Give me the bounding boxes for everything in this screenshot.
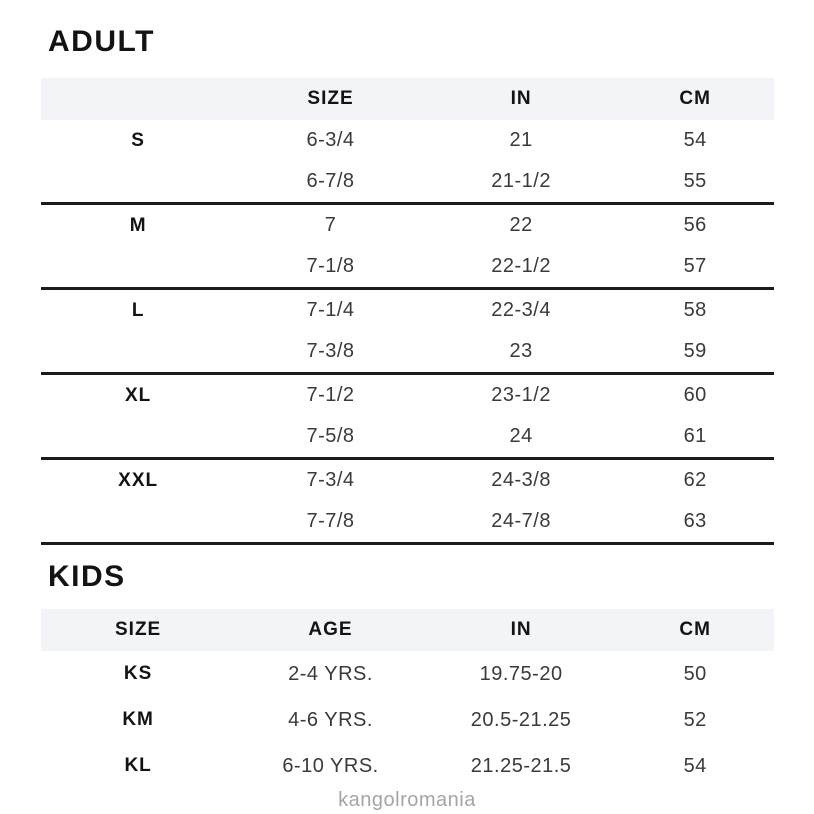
adult-table-header-row: [41, 78, 774, 120]
table-row: [41, 460, 774, 501]
adult-column-header-cm: CM: [679, 88, 711, 109]
size-label-cell: KL: [124, 755, 152, 776]
table-row: [41, 375, 774, 416]
cm-cell: 54: [683, 754, 707, 777]
table-row: [41, 205, 774, 246]
size-value-cell: 7-7/8: [306, 510, 355, 532]
inches-cell: 24-7/8: [491, 510, 551, 532]
inches-cell: 24: [509, 425, 533, 447]
age-cell: 4-6 YRS.: [288, 708, 373, 731]
size-value-cell: 7-1/8: [306, 255, 355, 277]
size-value-cell: 7-1/4: [306, 299, 355, 321]
inches-cell: 22-1/2: [491, 255, 551, 277]
size-label-cell: S: [131, 129, 145, 151]
inches-cell: 22: [509, 214, 533, 236]
table-row: [41, 331, 774, 375]
kids-column-header-in: IN: [510, 619, 532, 640]
adult-column-header-size: SIZE: [307, 88, 354, 109]
size-value-cell: 6-7/8: [306, 170, 355, 192]
table-row: [41, 161, 774, 205]
size-value-cell: 7-3/8: [306, 340, 355, 362]
cm-cell: 54: [683, 129, 707, 151]
kids-column-header-age: AGE: [308, 619, 353, 640]
table-row: [41, 743, 774, 789]
size-value-cell: 7-5/8: [306, 425, 355, 447]
adult-section-title: ADULT: [48, 25, 155, 58]
table-row: [41, 246, 774, 290]
cm-cell: 61: [683, 425, 707, 447]
size-value-cell: 6-3/4: [306, 129, 355, 151]
age-cell: 2-4 YRS.: [288, 662, 373, 685]
cm-cell: 63: [683, 510, 707, 532]
inches-cell: 23: [509, 340, 533, 362]
inches-cell: 21: [509, 129, 533, 151]
table-row: [41, 501, 774, 545]
cm-cell: 62: [683, 469, 707, 491]
size-value-cell: 7-3/4: [306, 469, 355, 491]
size-value-cell: 7-1/2: [306, 384, 355, 406]
cm-cell: 55: [683, 170, 707, 192]
inches-cell: 23-1/2: [491, 384, 551, 406]
size-label-cell: M: [129, 214, 147, 236]
kids-column-header-cm: CM: [679, 619, 711, 640]
kids-table-header-row: [41, 609, 774, 651]
kids-size-table: [41, 609, 774, 789]
inches-cell: 24-3/8: [491, 469, 551, 491]
inches-cell: 20.5-21.25: [470, 708, 572, 731]
cm-cell: 58: [683, 299, 707, 321]
size-label-cell: XXL: [118, 469, 159, 491]
inches-cell: 22-3/4: [491, 299, 551, 321]
table-row: [41, 416, 774, 460]
adult-size-table: [41, 78, 774, 545]
cm-cell: 50: [683, 662, 707, 685]
cm-cell: 57: [683, 255, 707, 277]
cm-cell: 60: [683, 384, 707, 406]
cm-cell: 52: [683, 708, 707, 731]
watermark-text: kangolromania: [338, 789, 476, 811]
inches-cell: 19.75-20: [479, 662, 563, 685]
inches-cell: 21-1/2: [491, 170, 551, 192]
cm-cell: 56: [683, 214, 707, 236]
size-label-cell: KS: [123, 663, 153, 684]
table-row: [41, 290, 774, 331]
cm-cell: 59: [683, 340, 707, 362]
table-row: [41, 120, 774, 161]
table-row: [41, 651, 774, 697]
adult-column-header-in: IN: [510, 88, 532, 109]
size-label-cell: KM: [122, 709, 154, 730]
age-cell: 6-10 YRS.: [282, 754, 379, 777]
size-value-cell: 7: [324, 214, 337, 236]
size-label-cell: L: [131, 299, 145, 321]
kids-section-title: KIDS: [48, 560, 126, 593]
table-row: [41, 697, 774, 743]
inches-cell: 21.25-21.5: [470, 754, 572, 777]
kids-column-header-size: SIZE: [115, 619, 162, 640]
size-label-cell: XL: [124, 384, 152, 406]
